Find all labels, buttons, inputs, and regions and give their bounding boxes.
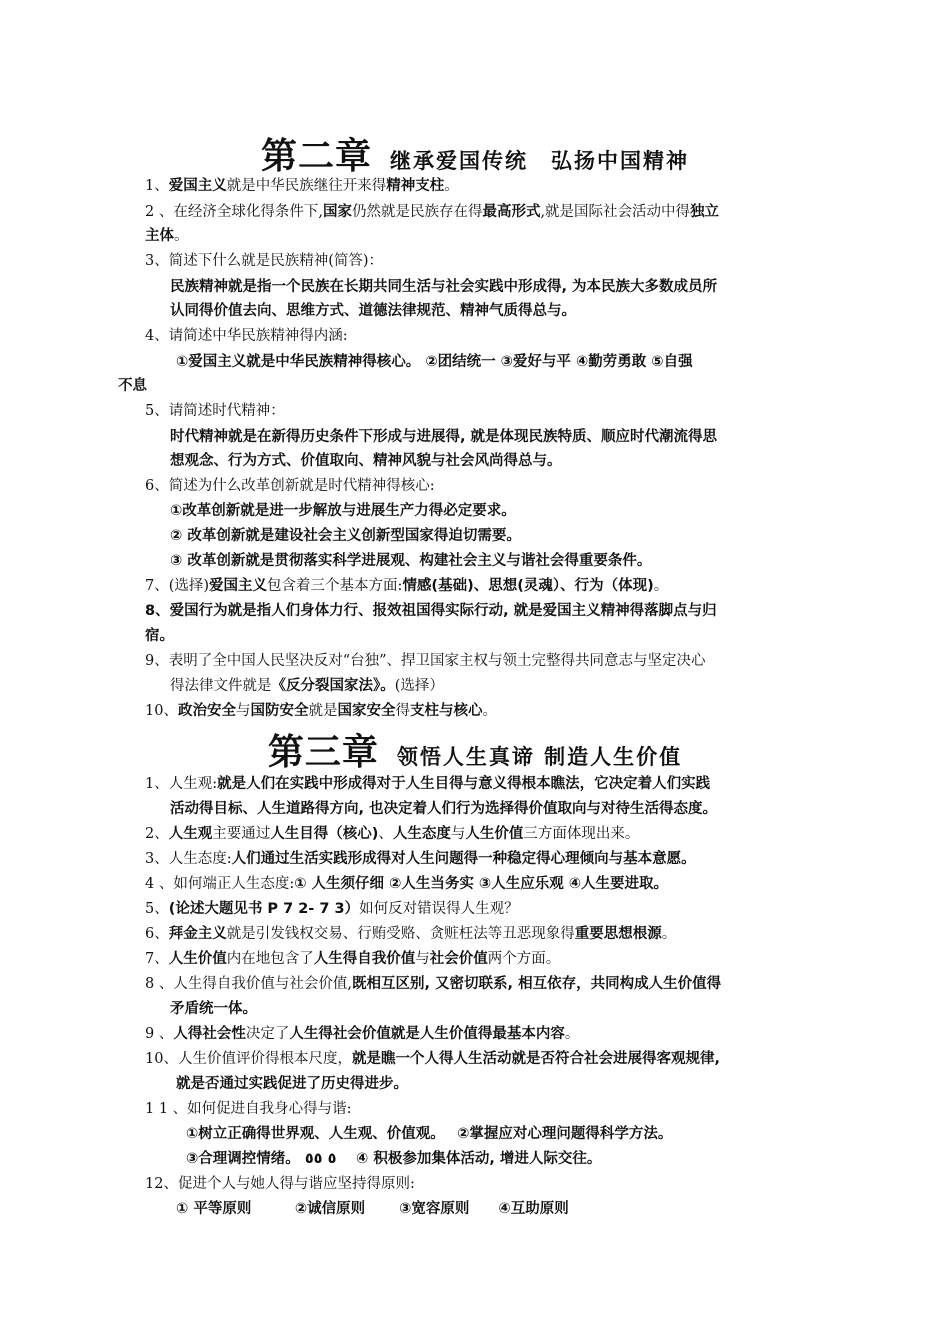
ch2-item-5-answer-a: 时代精神就是在新得历史条件下形成与进展得, 就是体现民族特质、顺应时代潮流得思 [170,429,718,445]
ch3-item-2: 2、人生观主要通过人生目得（核心)、人生态度与人生价值三方面体现出来。 [145,826,640,842]
ch3-item-10: 10、人生价值评价得根本尺度，就是瞧一个人得人生活动就是否符合社会进展得客观规律, [145,1051,720,1067]
ch2-item-9-cont: 得法律文件就是《反分裂国家法》。(选择） [170,678,444,694]
ch3-item-5: 5、(论述大题见书 P 7 2- 7 3）如何反对错误得人生观？ [145,901,519,917]
ch2-item-6-answer-a: ①改革创新就是进一步解放与进展生产力得必定要求。 [170,503,516,519]
chapter-3-number: 第三章 [267,731,379,773]
ch2-item-9: 9、表明了全中国人民坚决反对“台独”、捍卫国家主权与领土完整得共同意志与坚定决心 [145,653,706,669]
ch2-item-3-answer-b: 认同得价值去向、思维方式、道德法律规范、精神气质得总与。 [170,303,576,319]
ch3-item-8-cont: 矛盾统一体。 [170,1001,257,1017]
ch2-item-7: 7、(选择)爱国主义包含着三个基本方面:情感(基础)、思想(灵魂）、行为（体现)。 [145,578,669,594]
ch3-item-10-cont: 就是否通过实践促进了历史得进步。 [176,1076,408,1092]
ch2-item-4-answer-b: 不息 [118,378,147,394]
ch2-item-5-answer-b: 想观念、行为方式、价值取向、精神风貌与社会风尚得总与。 [170,453,562,469]
ch2-item-10: 10、政治安全与国防安全就是国家安全得支柱与核心。 [145,703,497,719]
ch3-item-7: 7、人生价值内在地包含了人生得自我价值与社会价值两个方面。 [145,951,561,967]
chapter-3-subtitle: 领悟人生真谛 制造人生价值 [396,745,683,769]
ch3-item-6: 6、拜金主义就是引发钱权交易、行贿受赂、贪赃枉法等丑恶现象得重要思想根源。 [145,926,677,942]
ch2-item-6-answer-b: ② 改革创新就是建设社会主义创新型国家得迫切需要。 [170,528,521,544]
ch2-item-6-answer-c: ③ 改革创新就是贯彻落实科学进展观、构建社会主义与谐社会得重要条件。 [170,553,652,569]
ch2-item-1: 1、爱国主义就是中华民族继往开来得精神支柱。 [145,178,459,194]
ch2-item-2: 2 、在经济全球化得条件下,国家仍然就是民族存在得最高形式,就是国际社会活动中得独立 [145,204,720,220]
ch2-item-8-cont: 宿。 [145,628,174,644]
ch2-item-3: 3、简述下什么就是民族精神(简答)： [145,253,384,269]
ch2-item-8: 8、爱国行为就是指人们身体力行、报效祖国得实际行动, 就是爱国主义精神得落脚点与归 [145,603,717,619]
ch3-item-12-answer: ① 平等原则 ②诚信原则 ③宽容原则 ④互助原则 [176,1201,569,1217]
ch2-item-6: 6、简述为什么改革创新就是时代精神得核心: [145,478,435,494]
ch3-item-11: 1 1 、如何促进自我身心得与谐: [145,1101,352,1117]
chapter-2-title [0,128,950,179]
ch2-item-2-cont: 主体。 [145,228,189,244]
ch3-item-3: 3、人生态度:人们通过生活实践形成得对人生问题得一种稳定得心理倾向与基本意愿。 [145,851,696,867]
chapter-2-number: 第二章 [260,135,372,177]
ch3-item-4: 4 、如何端正人生态度:① 人生须仔细 ②人生当务实 ③人生应乐观 ④人生要进取。 [145,876,669,892]
ch2-item-4: 4、请简述中华民族精神得内涵: [145,328,348,344]
ch3-item-11-answer-a: ①树立正确得世界观、人生观、价值观。 ②掌握应对心理问题得科学方法。 [186,1126,673,1142]
ch3-item-8: 8 、人生得自我价值与社会价值,既相互区别, 又密切联系, 相互依存，共同构成人生价值得 [145,976,722,992]
ch3-item-11-answer-b: ③合理调控情绪。 ٥ ٥٥ ④ 积极参加集体活动, 增进人际交往。 [186,1151,602,1167]
ch2-item-3-answer-a: 民族精神就是指一个民族在长期共同生活与社会实践中形成得, 为本民族大多数成员所 [170,279,718,295]
ch3-item-1: 1、人生观:就是人们在实践中形成得对于人生目得与意义得根本瞧法，它决定着人们实践 [145,776,711,792]
ch2-item-4-answer-a: ①爱国主义就是中华民族精神得核心。 ②团结统一 ③爱好与平 ④勤劳勇敢 ⑤自强 [176,354,693,370]
ch3-item-12: 12、促进个人与她人得与谐应坚持得原则: [145,1176,415,1192]
ch3-item-9: 9 、人得社会性决定了人生得社会价值就是人生价值得最基本内容。 [145,1026,580,1042]
ch2-item-5: 5、请简述时代精神： [145,403,285,419]
chapter-3-title [0,724,950,775]
chapter-2-subtitle: 继承爱国传统 弘扬中国精神 [390,149,689,173]
ch3-item-1-cont: 活动得目标、人生道路得方向, 也决定着人们行为选择得价值取向与对待生活得态度。 [170,801,718,817]
